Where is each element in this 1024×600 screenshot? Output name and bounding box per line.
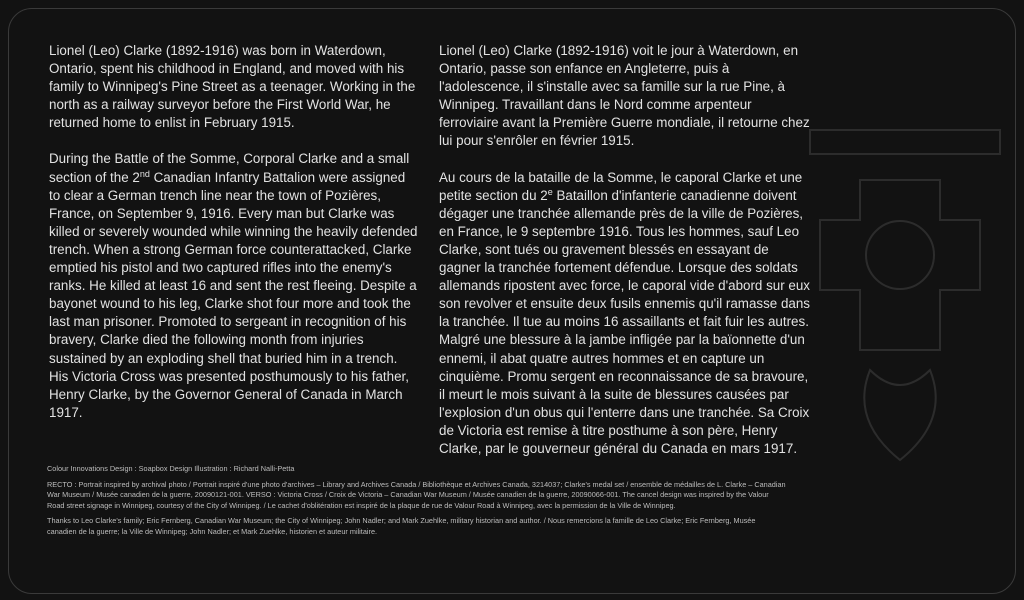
victoria-cross-watermark — [790, 120, 1010, 480]
french-paragraph-2 — [439, 169, 811, 459]
english-paragraph-1: Lionel (Leo) Clarke (1892-1916) was born in Waterdown, Ontario, spent his childhood in England, and moved with his family to Winnipeg's Pine Street as a teenager. Working in the north as a railway surveyor before the First World War, he returned home to enlist in February 1915. — [49, 43, 416, 131]
english-paragraph-2-start: During the Battle of the Somme, Corporal Clarke and a small section of the 2 — [49, 151, 410, 185]
ordinal-superscript: e — [547, 186, 553, 197]
english-paragraph-2 — [49, 150, 419, 421]
credits-sources: RECTO : Portrait inspired by archival photo / Portrait inspiré d'une photo d'archives – Library and Archives Canada / Bibliothèque et Archives Canada, 3214037; Clarke's medal set / ensemble de médailles de L. Clarke – Canadian War Museum / Musée canadien de la guerre, 20090121-001. VERSO : Victoria Cross / Croix de Victoria – Canadian War Museum / Musée canadien de la guerre, 20090066-001. The cancel design was inspired by the Valour Road street signage in Winnipeg, courtesy of the City of Winnipeg. / Le cachet d'oblitération est inspiré de la plaque de rue de Valour Road à Winnipeg, avec la permission de la Ville de Winnipeg. — [47, 479, 786, 510]
english-paragraph-2-rest: Canadian Infantry Battalion were assigned to clear a German trench line near the town of Pozières, France, on September 9, 1916. Every man but Clarke was killed or severely wounded while winning the heavily defended trench. When a strong German force counterattacked, Clarke emptied his pistol and two captured rifles into the enemy's ranks. He killed at least 16 and sent the rest fleeing. Despite a bayonet wound to his leg, Clarke shot four more and took the last man prisoner. Promoted to sergeant in recognition of his bravery, Clarke died the following month from injuries sustained by an exploding shell that buried him in a trench. His Victoria Cross was presented posthumously to his father, Henry Clarke, by the Governor General of Canada in March 1917. — [49, 169, 418, 420]
french-paragraph-1: Lionel (Leo) Clarke (1892-1916) voit le jour à Waterdown, en Ontario, passe son enfance en Angleterre, puis à l'adolescence, il s'installe avec sa famille sur la rue Pine, à Winnipeg. Travaillant dans le Nord comme arpenteur ferroviaire avant la Première Guerre mondiale, il retourne chez lui pour s'enrôler en février 1915. — [439, 43, 810, 149]
credits-thanks: Thanks to Leo Clarke's family; Eric Fernberg, Canadian War Museum; the City of Winnipeg; John Nadler; and Mark Zuehlke, military historian and author. / Nous remercions la famille de Leo Clarke; Eric Fernberg, Musée canadien de la guerre; la Ville de Winnipeg; John Nadler; et Mark Zuehlke, historien et auteur militaire. — [47, 516, 756, 536]
french-paragraph-2-rest: Bataillon d'infanterie canadienne doivent dégager une tranchée allemande près de la ville de Pozières, en France, le 9 septembre 1916. Tous les hommes, sauf Leo Clarke, sont tués ou gravement blessés en essayant de gagner la tranchée fortement défendue. Lorsque des soldats allemands ripostent avec force, le caporal vide d'abord sur eux son revolver et ensuite deux fusils ennemis qu'il ramasse dans la tranchée. Il tue au moins 16 assaillants et fait fuir les autres. Malgré une blessure à la jambe infligée par la baïonnette d'un ennemi, il abat quatre autres hommes et en capture un cinquième. Promu sergent en reconnaissance de sa bravoure, il meurt le mois suivant à la suite de blessures causées par l'explosion d'un obus qui l'enterre dans une tranchée. Sa Croix de Victoria est remise à titre posthume à son père, Henry Clarke, par le gouverneur général du Canada en mars 1917. — [439, 187, 811, 456]
credits-design: Colour Innovations Design : Soapbox Design Illustration : Richard Nalli-Petta — [47, 464, 295, 473]
credits-block — [47, 464, 787, 543]
english-text-column — [49, 42, 419, 440]
french-text-column — [439, 42, 811, 476]
ordinal-superscript: nd — [139, 168, 150, 179]
french-paragraph-2-start: Au cours de la bataille de la Somme, le caporal Clarke et une petite section du 2 — [439, 169, 803, 203]
